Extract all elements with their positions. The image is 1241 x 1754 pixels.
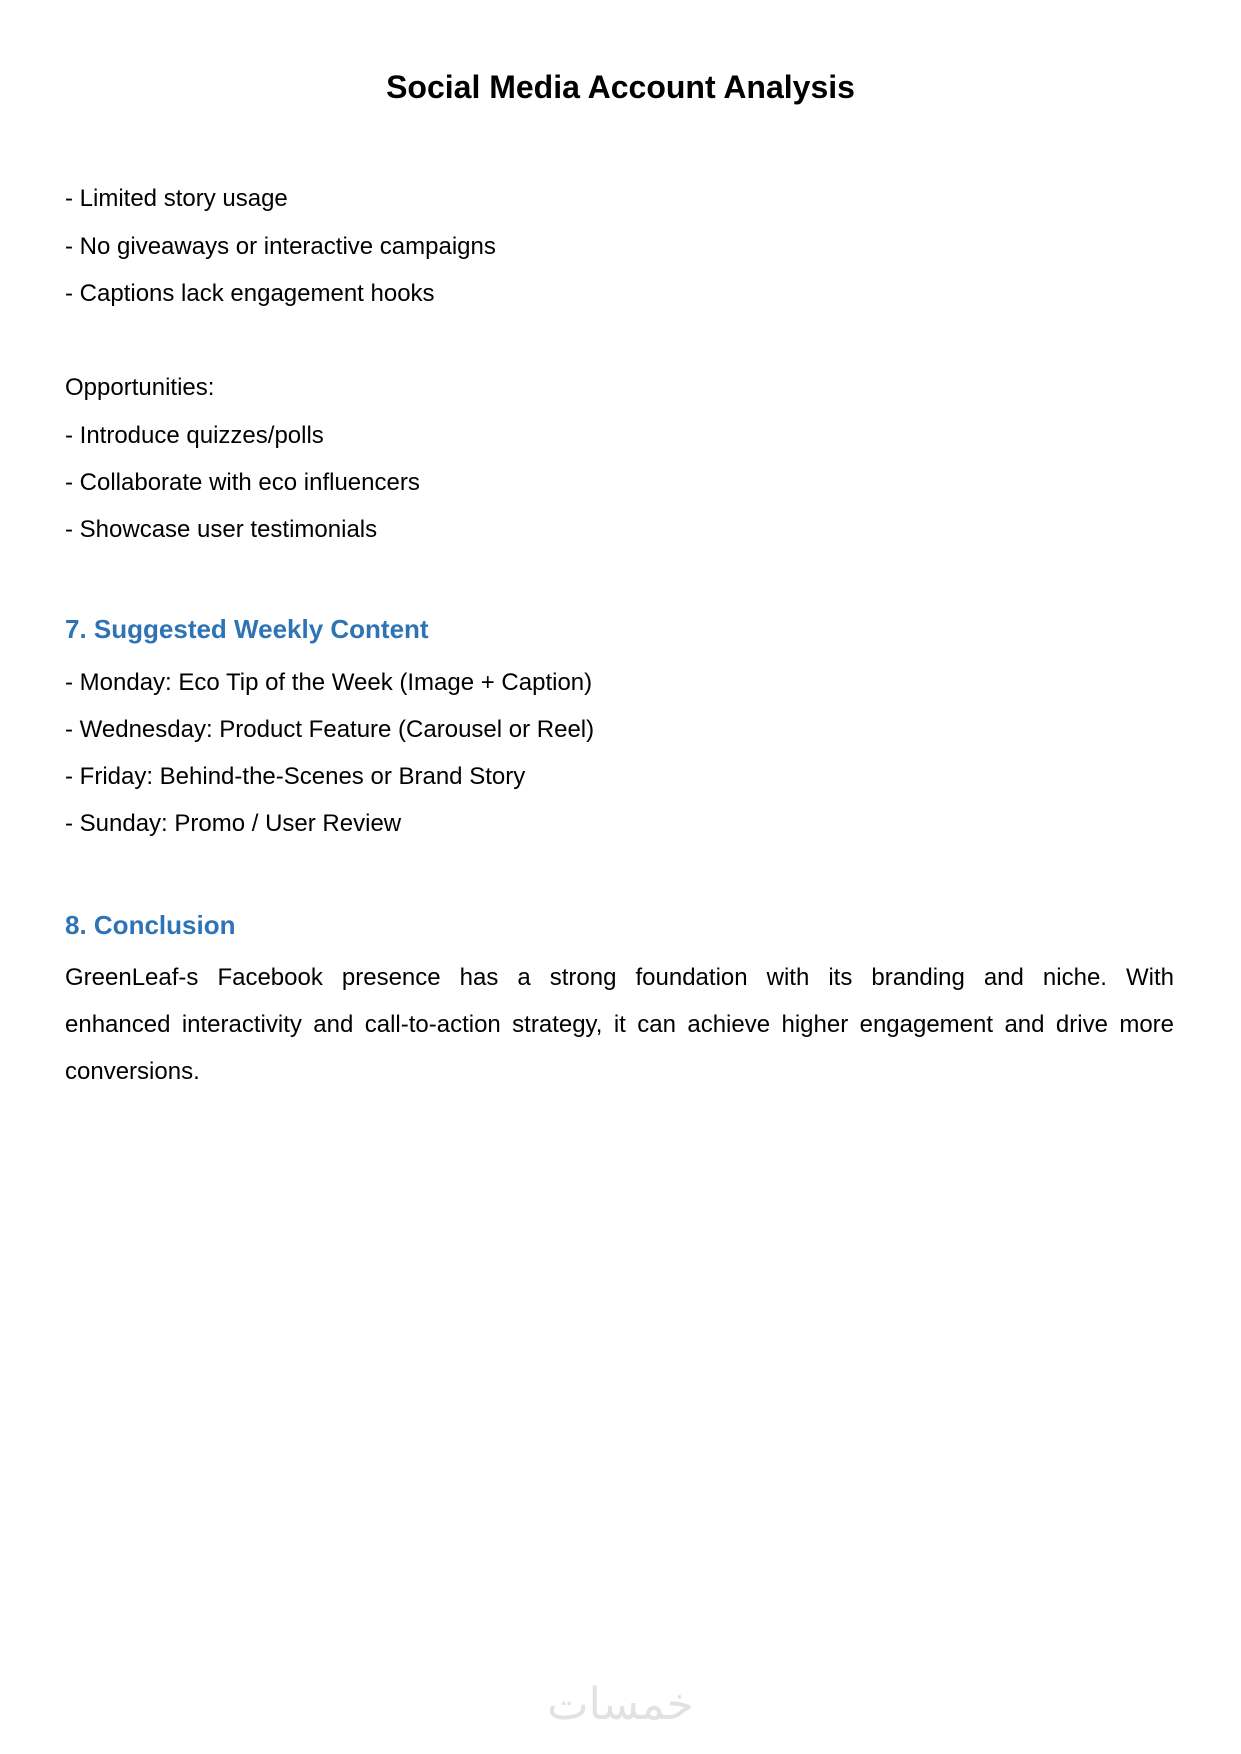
list-item: - No giveaways or interactive campaigns xyxy=(65,233,496,260)
list-item: - Limited story usage xyxy=(65,185,288,212)
list-item: - Collaborate with eco influencers xyxy=(65,469,420,496)
list-item: - Captions lack engagement hooks xyxy=(65,280,435,307)
list-item: - Friday: Behind-the-Scenes or Brand Story xyxy=(65,763,526,790)
paragraph-line: conversions. xyxy=(65,1058,200,1085)
opportunities-label: Opportunities: xyxy=(65,374,215,401)
list-item: - Showcase user testimonials xyxy=(65,516,378,543)
section-heading: 8. Conclusion xyxy=(65,910,236,940)
watermark-logo: خمسات xyxy=(547,1679,694,1730)
page-title: Social Media Account Analysis xyxy=(386,69,855,105)
section-heading: 7. Suggested Weekly Content xyxy=(65,614,429,644)
list-item: - Wednesday: Product Feature (Carousel or Reel) xyxy=(65,716,595,743)
paragraph-line: GreenLeaf-s Facebook presence has a strong foundation with its branding and niche. With xyxy=(65,964,1174,991)
list-item: - Introduce quizzes/polls xyxy=(65,422,324,449)
paragraph-line: enhanced interactivity and call-to-action strategy, it can achieve higher engagement and drive more xyxy=(65,1011,1174,1038)
list-item: - Monday: Eco Tip of the Week (Image + Caption) xyxy=(65,669,593,696)
list-item: - Sunday: Promo / User Review xyxy=(65,810,402,837)
